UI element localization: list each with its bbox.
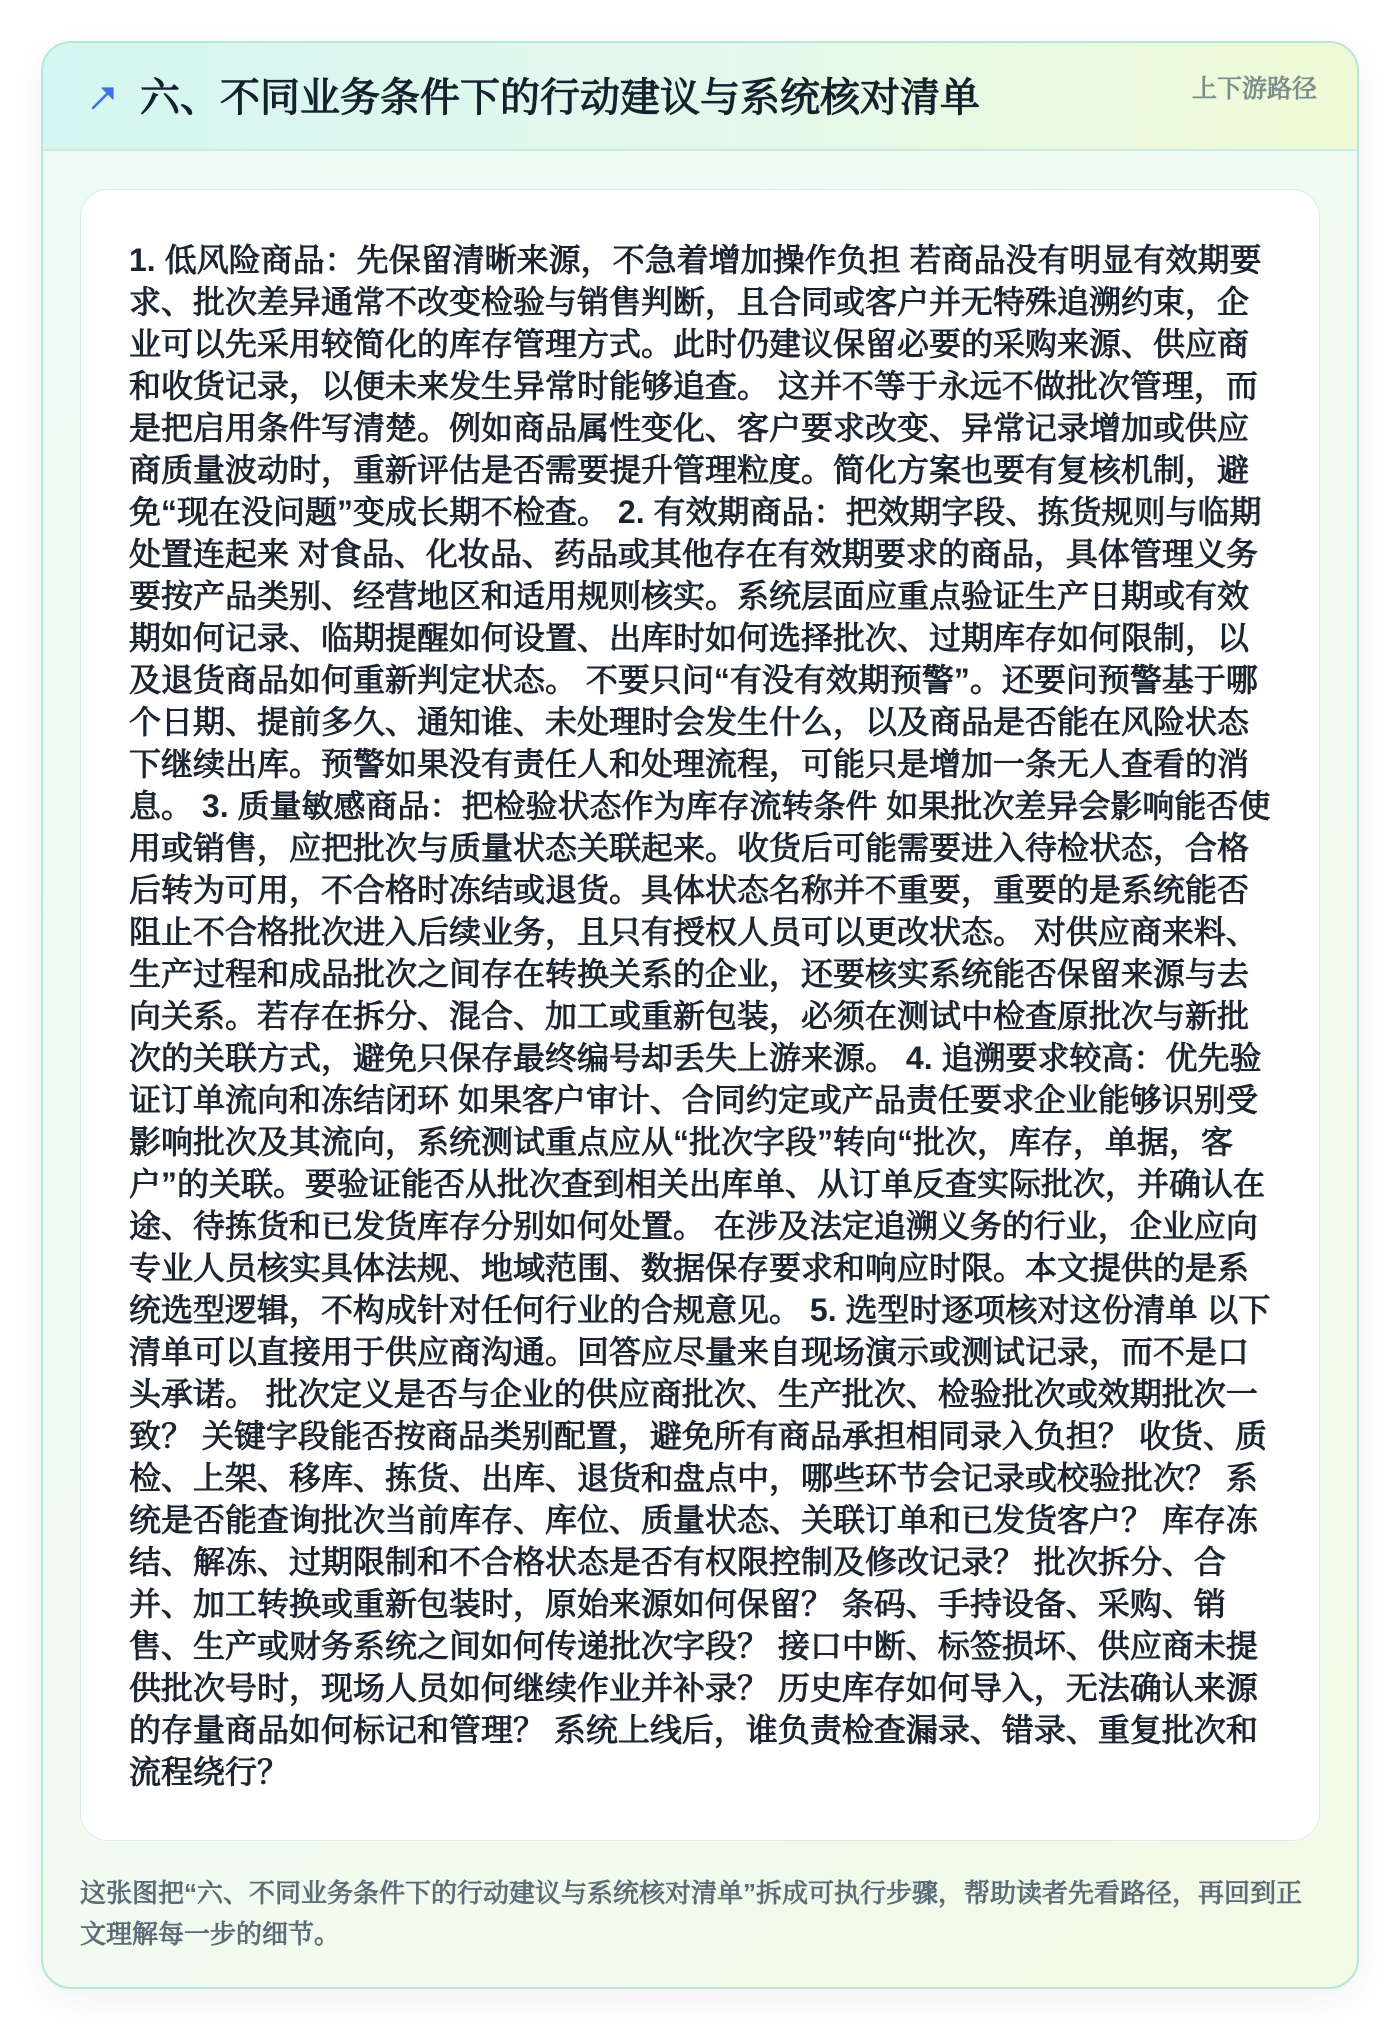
section-paragraph: 如果客户审计、合同约定或产品责任要求企业能够识别受影响批次及其流向，系统测试重点应从“批次字段”转向“批次，库存，单据，客户”的关联。要验证能否从批次查到相关出库单、从订单反查实际批次，并确认在途、待拣货和已发货库存分别如何处置。 <box>129 1082 1266 1244</box>
checklist-item: 关键字段能否按商品类别配置，避免所有商品承担相同录入负担？ <box>201 1418 1130 1454</box>
section-heading: 1. 低风险商品：先保留清晰来源，不急着增加操作负担 <box>129 242 901 278</box>
section-heading: 3. 质量敏感商品：把检验状态作为库存流转条件 <box>201 788 878 824</box>
content-panel <box>80 189 1320 1841</box>
figure-caption: 这张图把“六、不同业务条件下的行动建议与系统核对清单”拆成可执行步骤，帮助读者先看路径，再回到正文理解每一步的细节。 <box>80 1878 1303 1949</box>
checklist-item: 收货、质检、上架、移库、拣货、出库、退货和盘点中，哪些环节会记录或校验批次？ <box>129 1418 1267 1496</box>
article-body <box>129 239 1279 1793</box>
section-heading: 5. 选型时逐项核对这份清单 <box>809 1292 1198 1328</box>
section-paragraph: 以下清单可以直接用于供应商沟通。回答应尽量来自现场演示或测试记录，而不是口头承诺。 <box>129 1292 1271 1412</box>
section-paragraph: 若商品没有明显有效期要求、批次差异通常不改变检验与销售判断，且合同或客户并无特殊追溯约束，企业可以先采用较简化的库存管理方式。此时仍建议保留必要的采购来源、供应商和收货记录，以便未来发生异常时能够追查。 <box>129 242 1262 404</box>
checklist-item: 系统是否能查询批次当前库存、库位、质量状态、关联订单和已发货客户？ <box>129 1460 1258 1538</box>
path-tag: 上下游路径 <box>1191 75 1317 103</box>
section-paragraph: 这并不等于永远不做批次管理，而是把启用条件写清楚。例如商品属性变化、客户要求改变、异常记录增加或供应商质量波动时，重新评估是否需要提升管理粒度。简化方案也要有复核机制，避免“现在没问题”变成长期不检查。 <box>129 368 1258 530</box>
section-paragraph: 在涉及法定追溯义务的行业，企业应向专业人员核实具体法规、地域范围、数据保存要求和响应时限。本文提供的是系统选型逻辑，不构成针对任何行业的合规意见。 <box>129 1208 1258 1328</box>
section-heading: 2. 有效期商品：把效期字段、拣货规则与临期处置连起来 <box>129 494 1262 572</box>
section-paragraph: 对食品、化妆品、药品或其他存在有效期要求的商品，具体管理义务要按产品类别、经营地区和适用规则核实。系统层面应重点验证生产日期或有效期如何记录、临期提醒如何设置、出库时如何选择批次、过期库存如何限制，以及退货商品如何重新判定状态。 <box>129 536 1258 698</box>
checklist-item: 批次拆分、合并、加工转换或重新包装时，原始来源如何保留？ <box>129 1544 1226 1622</box>
checklist-item: 接口中断、标签损坏、供应商未提供批次号时，现场人员如何继续作业并补录？ <box>129 1628 1258 1706</box>
checklist-item: 系统上线后，谁负责检查漏录、错录、重复批次和流程绕行？ <box>129 1712 1258 1790</box>
section-heading: 4. 追溯要求较高：优先验证订单流向和冻结闭环 <box>129 1040 1262 1118</box>
page-title: 六、不同业务条件下的行动建议与系统核对清单 <box>140 76 980 120</box>
checklist-item: 批次定义是否与企业的供应商批次、生产批次、检验批次或效期批次一致？ <box>129 1376 1258 1454</box>
checklist-item: 条码、手持设备、采购、销售、生产或财务系统之间如何传递批次字段？ <box>129 1586 1226 1664</box>
section-paragraph: 不要只问“有没有效期预警”。还要问预警基于哪个日期、提前多久、通知谁、未处理时会发生什么，以及商品是否能在风险状态下继续出库。预警如果没有责任人和处理流程，可能只是增加一条无人查看的消息。 <box>129 662 1258 824</box>
section-card <box>41 41 1359 1989</box>
card-header <box>43 43 1357 151</box>
arrow-up-right-icon <box>88 83 118 113</box>
checklist-item: 库存冻结、解冻、过期限制和不合格状态是否有权限控制及修改记录？ <box>129 1502 1258 1580</box>
section-paragraph: 如果批次差异会影响能否使用或销售，应把批次与质量状态关联起来。收货后可能需要进入待检状态，合格后转为可用，不合格时冻结或退货。具体状态名称并不重要，重要的是系统能否阻止不合格批次进入后续业务，且只有授权人员可以更改状态。 <box>129 788 1271 950</box>
checklist-item: 历史库存如何导入，无法确认来源的存量商品如何标记和管理？ <box>129 1670 1258 1748</box>
section-paragraph: 对供应商来料、生产过程和成品批次之间存在转换关系的企业，还要核实系统能否保留来源与去向关系。若存在拆分、混合、加工或重新包装，必须在测试中检查原批次与新批次的关联方式，避免只保存最终编号却丢失上游来源。 <box>129 914 1258 1076</box>
